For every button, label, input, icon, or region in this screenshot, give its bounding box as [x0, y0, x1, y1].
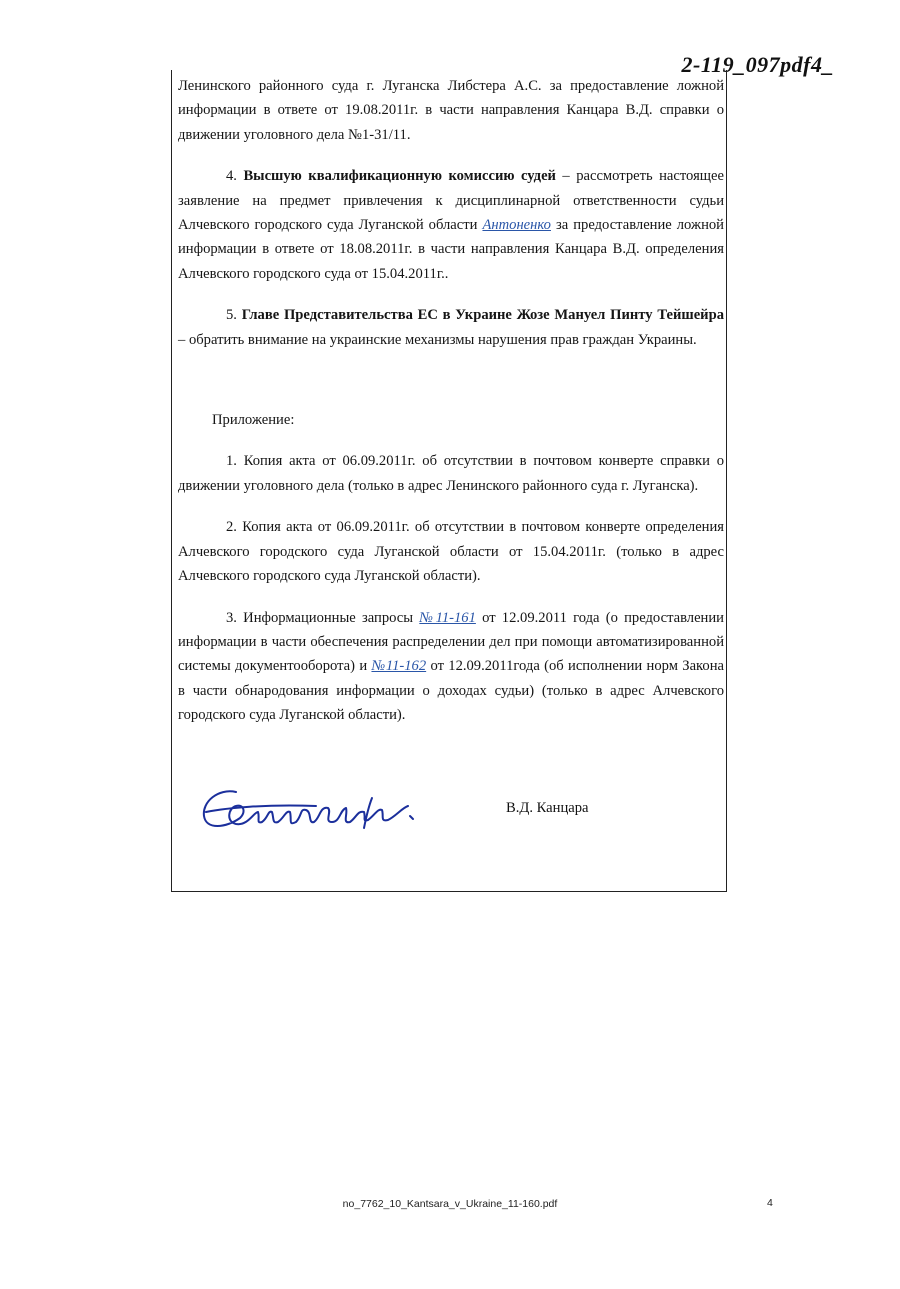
document-id-label: 2-119_097pdf4_	[681, 52, 834, 77]
item-5-text: – обратить внимание на украинские механизмы нарушения прав граждан Украины.	[178, 331, 697, 348]
item-4-addressee: Высшую квалификационную комиссию судей	[243, 168, 556, 185]
signature-block	[196, 778, 716, 848]
page-number: 4	[767, 1197, 773, 1209]
request-11-161-link[interactable]: №11-161	[419, 609, 476, 626]
paragraph-item-4	[178, 164, 724, 286]
item-4-text-b: за предоставление ложной информации в ответе от 18.08.2011г. в части направления Канцара В.Д. определения Алчевского городского суда от 15.04.2011г..	[178, 217, 724, 282]
request-11-162-link[interactable]: №11-162	[371, 658, 427, 675]
appendix-3-text-b: от 12.09.2011 года (о предоставлении информации в части обеспечения распределении дел при помощи автоматизированной системы документооборота) и	[178, 609, 724, 675]
judge-name-link[interactable]: Антоненко	[482, 217, 551, 234]
item-4-number: 4.	[226, 168, 237, 185]
appendix-item-3	[178, 606, 724, 728]
item-5-addressee: Главе Представительства ЕС в Украине Жозе Мануел Пинту Тейшейра	[241, 307, 724, 324]
appendix-3-text-a: 3. Информационные запросы	[226, 609, 420, 626]
appendix-heading: Приложение:	[212, 412, 295, 429]
letter-body	[178, 74, 724, 728]
paragraph-continuation: Ленинского районного суда г. Луганска Либстера А.С. за предоставление ложной информации в ответе от 19.08.2011г. в части направления Канцара В.Д. справки о движении уголовного дела №1-31/11.	[178, 78, 724, 143]
paragraph-item-5	[178, 303, 724, 352]
appendix-3-text-c: от 12.09.2011года (об исполнении норм Закона в части обнародования информации о доходах судьи) (только в адрес Алчевского городского суда Луганской области).	[178, 658, 724, 724]
item-5-number: 5.	[226, 307, 237, 324]
item-4-text-a: – рассмотреть настоящее заявление на предмет привлечения к дисциплинарной ответственности судьи Алчевского городского суда Луганской области	[178, 168, 724, 234]
handwritten-signature	[196, 778, 436, 848]
signer-name: В.Д. Канцара	[506, 800, 589, 816]
appendix-item-1: 1. Копия акта от 06.09.2011г. об отсутствии в почтовом конверте справки о движении уголовного дела (только в адрес Ленинского районного суда г. Луганска).	[178, 453, 724, 494]
appendix-item-2: 2. Копия акта от 06.09.2011г. об отсутствии в почтовом конверте определения Алчевского городского суда Луганской области от 15.04.2011г. (только в адрес Алчевского городского суда Луганской области).	[178, 519, 724, 585]
footer-file-name: no_7762_10_Kantsara_v_Ukraine_11-160.pdf	[342, 1198, 558, 1210]
